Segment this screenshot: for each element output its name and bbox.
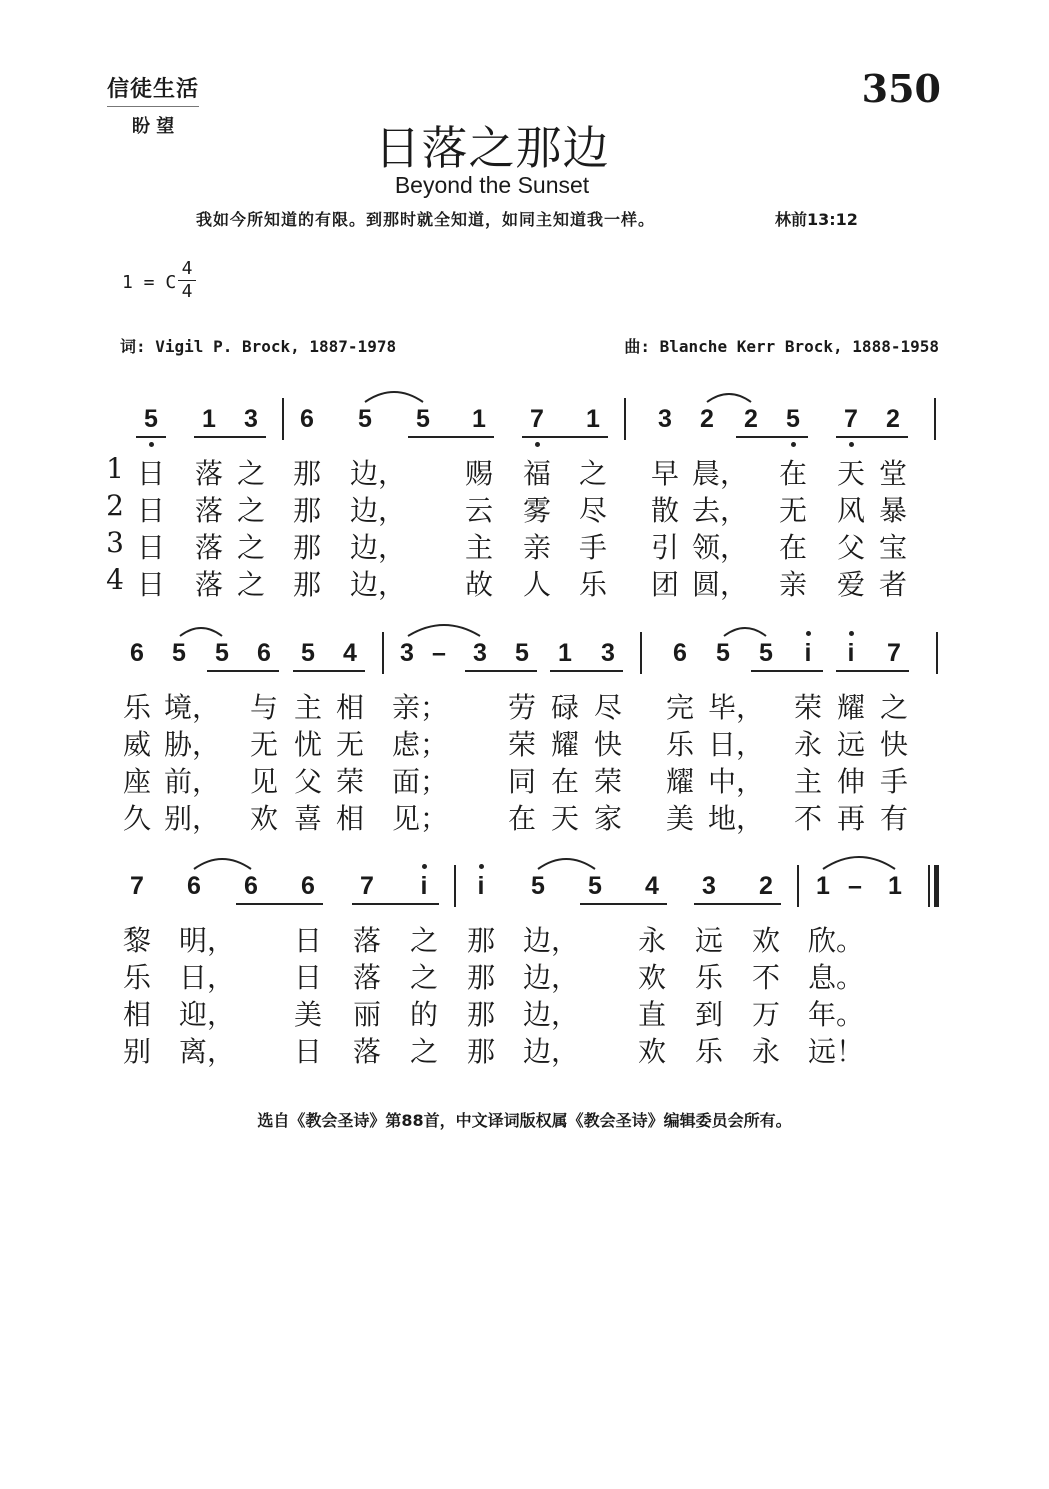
lyric-syllable: 美 [665,802,694,835]
lyric-syllable: 那 [466,924,495,957]
lyric-syllable: 无 [778,494,807,527]
lyric-syllable: 胁， [164,728,221,761]
note: i [477,872,485,900]
tie-slur [365,392,423,402]
octave-dot-above [849,631,854,636]
lyric-syllable: 散 [650,494,679,527]
tie-slur [180,628,222,636]
note: 5 [515,639,529,667]
lyric-syllable: 久 [122,802,151,835]
lyric-syllable: 同 [507,765,536,798]
lyric-syllable: 再 [836,802,865,835]
lyric-syllable: 4 [106,563,124,596]
tie-slur [823,857,895,869]
time-signature-bottom: 4 [181,281,193,302]
lyric-syllable: 1 [106,452,124,485]
lyric-syllable: 乐 [122,691,151,724]
lyric-syllable: 之 [409,1035,438,1068]
lyric-syllable: 尽 [593,691,622,724]
lyric-syllable: 之 [578,457,607,490]
lyric-syllable: 见； [392,802,449,835]
lyric-syllable: 落 [352,961,381,994]
octave-dot-above [422,864,427,869]
lyric-syllable: 完 [665,691,694,724]
note: 1 [472,405,486,433]
copyright-footnote: 选自《教会圣诗》第88首，中文译词版权属《教会圣诗》编辑委员会所有。 [257,1111,792,1130]
lyric-syllable: 快 [593,728,622,761]
lyric-syllable: 与 [249,691,278,724]
lyric-syllable: 年。 [808,998,865,1031]
lyric-syllable: 相 [335,802,364,835]
lyric-syllable: 边， [350,494,407,527]
lyric-syllable: 不 [793,802,822,835]
note: 1 [816,872,830,900]
lyric-syllable: 圆， [692,568,749,601]
note: 4 [645,872,659,900]
tie-slur [724,628,766,636]
lyric-syllable: 去， [692,494,749,527]
lyric-syllable: 离， [179,1035,236,1068]
lyric-syllable: 之 [236,568,265,601]
lyric-syllable: 手 [578,531,607,564]
note: 6 [244,872,258,900]
lyric-syllable: 伸 [836,765,865,798]
lyric-syllable: 那 [292,531,321,564]
note: 6 [300,405,314,433]
lyric-syllable: 落 [194,531,223,564]
note: 6 [130,639,144,667]
note: 5 [759,639,773,667]
lyric-syllable: 相 [122,998,151,1031]
lyric-syllable: 爱 [836,568,865,601]
lyric-syllable: 晨， [692,457,749,490]
scripture-reference: 林前13:12 [775,210,858,229]
lyric-syllable: 地， [708,802,765,835]
lyric-syllable: 耀 [836,691,865,724]
key-signature: 1 = C [122,272,177,293]
note: 6 [187,872,201,900]
lyric-syllable: 日， [179,961,236,994]
lyric-syllable: 尽 [578,494,607,527]
note: 3 [658,405,672,433]
lyric-syllable: 日 [136,531,165,564]
note: 7 [130,872,144,900]
lyric-syllable: 领， [692,531,749,564]
lyric-syllable: 欢 [751,924,780,957]
lyric-syllable: 堂 [878,457,907,490]
lyric-syllable: 日 [136,568,165,601]
note: 2 [759,872,773,900]
lyric-syllable: 主 [793,765,822,798]
lyric-syllable: 之 [409,924,438,957]
note: i [420,872,428,900]
note: 2 [700,405,714,433]
lyric-syllable: 之 [236,457,265,490]
note: 5 [358,405,372,433]
lyric-syllable: 日， [708,728,765,761]
lyric-syllable: 亲 [778,568,807,601]
lyric-syllable: 境， [164,691,221,724]
lyric-syllable: 边， [350,568,407,601]
note: 7 [360,872,374,900]
lyric-syllable: 落 [352,924,381,957]
lyric-syllable: 快 [879,728,908,761]
lyric-syllable: 亲 [522,531,551,564]
lyric-syllable: 3 [106,526,124,559]
note: 3 [702,872,716,900]
lyric-syllable: 落 [194,457,223,490]
note: i [847,639,855,667]
note: 5 [172,639,186,667]
lyric-syllable: 到 [694,998,723,1031]
lyric-syllable: 福 [522,457,551,490]
lyric-syllable: 远！ [808,1035,865,1068]
scripture-verse: 我如今所知道的有限。到那时就全知道，如同主知道我一样。 [196,210,656,229]
lyric-syllable: 在 [507,802,536,835]
time-signature [178,258,196,303]
lyric-syllable: 黎 [122,924,151,957]
lyric-syllable: 别 [122,1035,151,1068]
lyric-syllable: 人 [522,568,551,601]
lyric-syllable: 欢 [637,961,666,994]
note: 3 [244,405,258,433]
lyric-syllable: 日 [136,494,165,527]
lyric-syllable: 见 [249,765,278,798]
lyric-syllable: 之 [236,494,265,527]
lyric-syllable: 乐 [665,728,694,761]
lyric-syllable: 相 [335,691,364,724]
tie-slur [408,625,480,636]
lyric-syllable: 落 [194,568,223,601]
hymn-number: 350 [861,66,941,111]
lyric-syllable: 者 [878,568,907,601]
lyric-syllable: 那 [466,998,495,1031]
lyric-syllable: 之 [409,961,438,994]
lyric-syllable: 日 [293,1035,322,1068]
note: 5 [531,872,545,900]
lyric-syllable: 座 [122,765,151,798]
lyric-syllable: 天 [836,457,865,490]
tie-slur [538,859,595,869]
note: 1 [888,872,902,900]
note: i [804,639,812,667]
lyric-syllable: 不 [751,961,780,994]
lyric-syllable: 落 [352,1035,381,1068]
lyric-syllable: 明， [179,924,236,957]
lyric-syllable: 之 [879,691,908,724]
english-title: Beyond the Sunset [394,172,590,198]
lyric-syllable: 主 [464,531,493,564]
lyric-syllable: 那 [466,1035,495,1068]
lyric-syllable: 边， [523,961,580,994]
lyric-syllable: 欣。 [808,924,865,957]
lyric-syllable: 边， [350,531,407,564]
hymn-title: 日落之那边 [374,121,610,175]
lyric-syllable: 荣 [793,691,822,724]
lyric-syllable: 故 [464,568,493,601]
lyric-syllable: 虑； [392,728,449,761]
octave-dot-above [479,864,484,869]
lyric-syllable: 乐 [122,961,151,994]
lyric-syllable: 云 [464,494,493,527]
lyric-syllable: 主 [293,691,322,724]
lyric-syllable: 中， [708,765,765,798]
lyric-syllable: 亲； [392,691,449,724]
lyric-syllable: 永 [793,728,822,761]
lyric-syllable: 在 [778,457,807,490]
lyric-syllable: 威 [122,728,151,761]
lyric-syllable: 日 [136,457,165,490]
category-label: 信徒生活 [107,72,199,107]
lyric-syllable: 那 [466,961,495,994]
lyric-syllable: 荣 [507,728,536,761]
lyric-syllable: 乐 [578,568,607,601]
lyric-syllable: 手 [879,765,908,798]
lyric-syllable: 天 [550,802,579,835]
tie-slur [194,859,251,869]
lyric-syllable: 无 [335,728,364,761]
note: 5 [716,639,730,667]
note: – [432,639,446,667]
note: 1 [586,405,600,433]
lyric-syllable: 那 [292,568,321,601]
lyric-syllable: 边， [523,924,580,957]
lyric-syllable: 在 [778,531,807,564]
note: 5 [786,405,800,433]
lyric-syllable: 的 [409,998,438,1031]
note: 7 [844,405,858,433]
lyric-syllable: 边， [523,1035,580,1068]
note: 5 [588,872,602,900]
lyric-syllable: 雾 [522,494,551,527]
note: 5 [215,639,229,667]
tie-slur [707,394,751,402]
lyric-syllable: 那 [292,494,321,527]
lyric-syllable: 欢 [249,802,278,835]
lyric-syllable: 家 [593,802,622,835]
lyric-syllable: 赐 [464,457,493,490]
lyric-syllable: 荣 [593,765,622,798]
lyric-syllable: 面； [392,765,449,798]
note: 1 [202,405,216,433]
lyric-syllable: 荣 [335,765,364,798]
lyric-syllable: 2 [106,489,124,522]
note: 2 [886,405,900,433]
lyric-syllable: 在 [550,765,579,798]
lyric-syllable: 宝 [878,531,907,564]
lyric-syllable: 别， [164,802,221,835]
note: 6 [673,639,687,667]
note: 3 [473,639,487,667]
composer-credit: 曲: Blanche Kerr Brock, 1888-1958 [624,337,939,356]
lyric-syllable: 直 [637,998,666,1031]
lyricist-credit: 词: Vigil P. Brock, 1887-1978 [120,337,397,356]
octave-dot-above [806,631,811,636]
lyric-syllable: 万 [751,998,780,1031]
lyric-syllable: 丽 [352,998,381,1031]
note: 1 [558,639,572,667]
lyric-syllable: 有 [879,802,908,835]
lyric-syllable: 引 [650,531,679,564]
lyric-syllable: 父 [293,765,322,798]
lyric-syllable: 迎， [179,998,236,1031]
lyric-syllable: 落 [194,494,223,527]
lyric-syllable: 毕， [708,691,765,724]
note: 6 [301,872,315,900]
lyric-syllable: 风 [836,494,865,527]
lyric-syllable: 之 [236,531,265,564]
lyric-syllable: 远 [694,924,723,957]
lyric-syllable: 日 [293,961,322,994]
note: 7 [887,639,901,667]
subcategory-label: 盼 望 [132,116,175,137]
lyric-syllable: 永 [637,924,666,957]
lyric-syllable: 永 [751,1035,780,1068]
lyric-syllable: 息。 [808,961,865,994]
lyric-syllable: 日 [293,924,322,957]
note: 3 [400,639,414,667]
note: 2 [744,405,758,433]
lyric-syllable: 团 [650,568,679,601]
note: 3 [601,639,615,667]
note: 5 [301,639,315,667]
lyric-syllable: 前， [164,765,221,798]
lyric-syllable: 早 [650,457,679,490]
note: 6 [257,639,271,667]
lyric-syllable: 耀 [550,728,579,761]
lyric-syllable: 碌 [550,691,579,724]
lyric-syllable: 父 [836,531,865,564]
lyric-syllable: 欢 [637,1035,666,1068]
note: – [848,872,862,900]
lyric-syllable: 边， [350,457,407,490]
lyric-syllable: 劳 [507,691,536,724]
note: 4 [343,639,357,667]
lyric-syllable: 忧 [293,728,322,761]
lyric-syllable: 喜 [293,802,322,835]
lyric-syllable: 美 [293,998,322,1031]
lyric-syllable: 乐 [694,1035,723,1068]
time-signature-top: 4 [178,258,196,281]
lyric-syllable: 耀 [665,765,694,798]
lyric-syllable: 边， [523,998,580,1031]
note: 5 [416,405,430,433]
lyric-syllable: 那 [292,457,321,490]
lyric-syllable: 无 [249,728,278,761]
lyric-syllable: 乐 [694,961,723,994]
lyric-syllable: 远 [836,728,865,761]
note: 5 [144,405,158,433]
lyric-syllable: 暴 [878,494,907,527]
note: 7 [530,405,544,433]
